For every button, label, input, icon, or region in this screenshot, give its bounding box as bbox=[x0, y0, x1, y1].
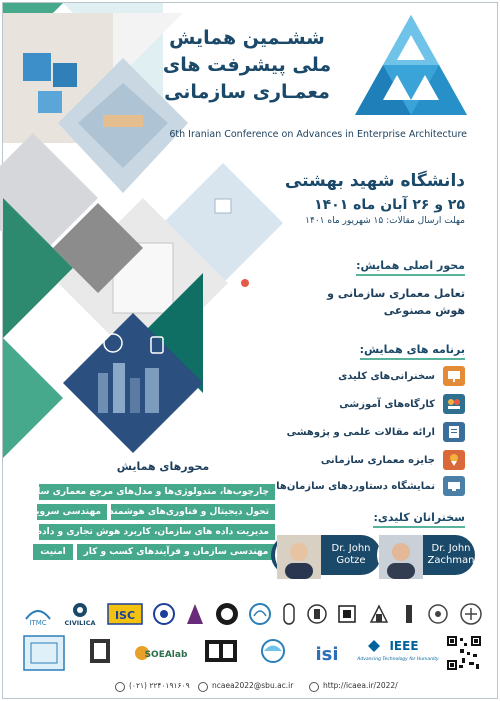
isc-logo bbox=[107, 602, 143, 626]
speaker-name: Dr. John bbox=[431, 543, 471, 554]
theme-tag: مدیریت داده های سازمان، کاربرد هوش تجاری و داده کاوی bbox=[39, 524, 275, 540]
computer-society-logo bbox=[203, 638, 239, 668]
svg-text:CIVILICA: CIVILICA bbox=[64, 619, 96, 627]
university-emblem-2 bbox=[185, 602, 205, 626]
university-emblem-1 bbox=[153, 602, 175, 626]
program-label: ارائه مقالات علمی و پژوهشی bbox=[286, 426, 435, 438]
program-label: سخنرانی‌های کلیدی bbox=[338, 370, 435, 382]
qr-code bbox=[445, 634, 483, 672]
speaker-surname: Zachman bbox=[427, 555, 475, 566]
theme-tag: امنیت bbox=[33, 544, 73, 560]
university-emblem-5 bbox=[281, 602, 297, 626]
programs-heading: برنامه های همایش: bbox=[360, 343, 465, 360]
university-emblem-7 bbox=[337, 602, 357, 626]
sponsor-logos-row-2 bbox=[23, 633, 483, 673]
theme-tag: چارچوب‌ها، متدولوژی‌ها و مدل‌های مرجع معماری سازمانی bbox=[39, 484, 275, 500]
main-theme-heading: محور اصلی همایش: bbox=[356, 259, 465, 276]
program-item bbox=[265, 475, 465, 497]
speaker-name: Dr. John bbox=[331, 543, 371, 554]
program-label: جایزه معماری سازمانی bbox=[320, 454, 435, 466]
conference-title-fa bbox=[147, 25, 347, 106]
phone-number: (۰۲۱) ۲۲۴۰۱۹۱۶۰۹ bbox=[129, 681, 190, 690]
theme-tag: مهندسی سازمان و فرآیندهای کسب و کار bbox=[77, 544, 275, 560]
paper-icon bbox=[443, 422, 465, 442]
svg-text:ISC: ISC bbox=[114, 609, 136, 622]
conference-poster bbox=[2, 2, 498, 699]
sbu-logo bbox=[23, 635, 65, 671]
program-label: کارگاه‌های آموزشی bbox=[339, 398, 435, 410]
conference-dates: ۲۵ و ۲۶ آبان ماه ۱۴۰۱ bbox=[314, 197, 465, 213]
globe-icon bbox=[309, 682, 319, 692]
conference-logo bbox=[355, 15, 467, 115]
program-label: نمایشگاه دستاوردهای سازمان‌ها bbox=[276, 480, 435, 492]
university-emblem-4 bbox=[249, 602, 271, 626]
program-item bbox=[265, 393, 465, 415]
university-emblem-11 bbox=[459, 602, 483, 626]
title-line-1: ششـمین همایش bbox=[169, 27, 325, 49]
speaker-photo bbox=[275, 533, 319, 577]
university-emblem-6 bbox=[307, 602, 327, 626]
contact-bar bbox=[3, 679, 499, 697]
email-address[interactable]: ncaea2022@sbu.ac.ir bbox=[212, 681, 294, 690]
technology-org-logo bbox=[255, 638, 291, 668]
svg-text:ITMC: ITMC bbox=[29, 619, 47, 627]
workshop-icon bbox=[443, 394, 465, 414]
title-line-3: معمـاری سازمانی bbox=[164, 81, 330, 103]
speaker-photo bbox=[377, 533, 421, 577]
svg-text:IEEE: IEEE bbox=[389, 639, 419, 653]
theme-tag: مهندسی سرویس bbox=[37, 504, 107, 520]
university-emblem-3 bbox=[215, 602, 239, 626]
program-item bbox=[265, 449, 465, 471]
exhibition-icon bbox=[443, 476, 465, 496]
speaker-card bbox=[385, 535, 475, 575]
svg-text:SOEAlab: SOEAlab bbox=[144, 650, 188, 660]
sponsor-logos-row-1 bbox=[23, 599, 483, 629]
itmc-logo bbox=[23, 601, 53, 627]
award-icon bbox=[443, 450, 465, 470]
university-emblem-10 bbox=[427, 602, 449, 626]
university-emblem-8 bbox=[367, 602, 391, 626]
presentation-icon bbox=[443, 366, 465, 386]
program-item bbox=[265, 365, 465, 387]
conference-title-en: 6th Iranian Conference on Advances in Enterprise Architecture bbox=[169, 129, 467, 140]
svg-text:Advancing Technology for Human: Advancing Technology for Humanity bbox=[357, 657, 440, 662]
soealab-logo bbox=[134, 638, 186, 668]
university-name: دانشگاه شهید بهشتی bbox=[284, 171, 465, 191]
ieee-logo bbox=[357, 636, 440, 670]
submission-deadline: مهلت ارسال مقالات: ۱۵ شهریور ماه ۱۴۰۱ bbox=[305, 216, 465, 226]
speakers-heading: سخنرانان کلیدی: bbox=[373, 511, 465, 528]
svg-text:isi: isi bbox=[315, 644, 339, 665]
main-theme-text: تعامل معماری سازمانی و هوش مصنوعی bbox=[327, 287, 465, 317]
title-line-2: ملی پیشرفت های bbox=[162, 54, 332, 76]
university-emblem-9 bbox=[401, 602, 417, 626]
theme-tag: تحول دیجیتال و فناوری‌های هوشمند bbox=[111, 504, 275, 520]
email-icon bbox=[198, 682, 208, 692]
phone-icon bbox=[115, 682, 125, 692]
speaker-card bbox=[271, 535, 381, 575]
themes-heading: محورهای همایش bbox=[116, 460, 210, 473]
civilica-logo bbox=[63, 601, 97, 627]
society-logo bbox=[82, 635, 118, 671]
website-url[interactable]: http://icaea.ir/2022/ bbox=[323, 681, 398, 690]
speaker-surname: Gotze bbox=[336, 555, 366, 566]
program-item bbox=[265, 421, 465, 443]
isi-logo bbox=[308, 640, 346, 666]
